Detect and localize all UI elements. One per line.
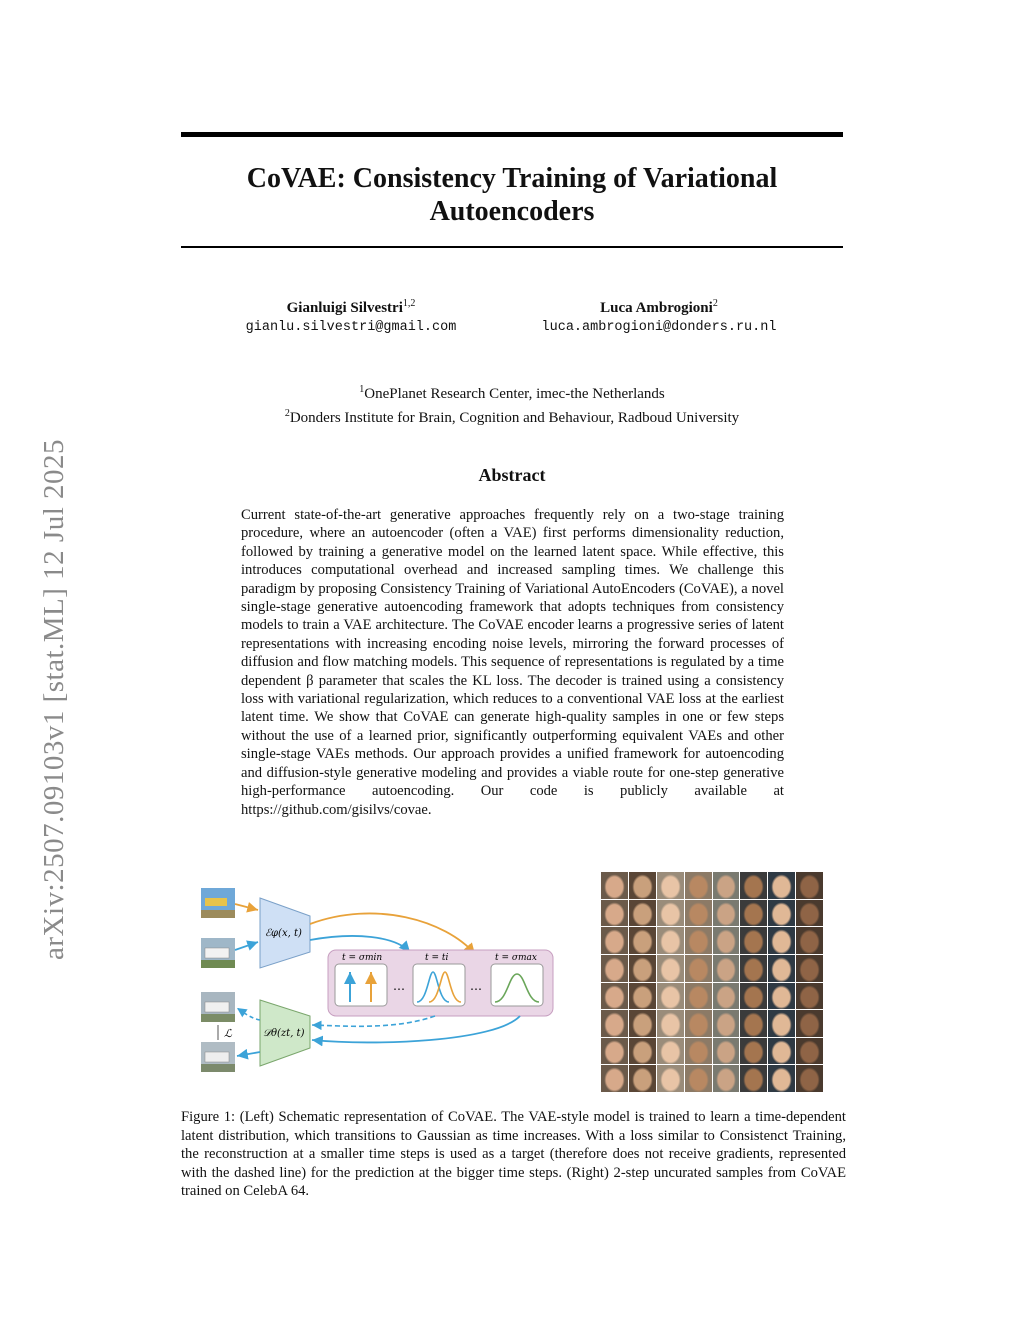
face-sample — [685, 1010, 712, 1037]
author-2 — [494, 294, 824, 338]
face-sample — [657, 1010, 684, 1037]
face-sample — [740, 1010, 767, 1037]
author-2-email[interactable]: luca.ambrogioni@donders.ru.nl — [541, 320, 777, 335]
figure-caption: Figure 1: (Left) Schematic representation of CoVAE. The VAE-style model is trained to learn a time-dependent latent distribution, which transitions to Gaussian as time increases. With a loss similar to Consistenct Training, the reconstruction at a smaller time steps is used as a target (therefore does not receive gradients, represented with the dashed line) for the prediction at the bigger time steps. (Right) 2-step uncurated samples from CoVAE trained on CelebA 64. — [181, 1109, 846, 1199]
author-1-email[interactable]: gianlu.silvestri@gmail.com — [245, 320, 457, 335]
face-sample — [685, 900, 712, 927]
face-sample — [601, 983, 628, 1010]
face-sample — [629, 1065, 656, 1092]
face-sample — [601, 872, 628, 899]
affil-1: OnePlanet Research Center, imec-the Netherlands — [364, 386, 665, 402]
latent-panel-min — [335, 964, 387, 1006]
face-sample — [657, 983, 684, 1010]
face-sample — [601, 955, 628, 982]
face-sample — [685, 1065, 712, 1092]
affil-1-sup: 1 — [359, 384, 365, 395]
face-sample — [713, 955, 740, 982]
face-sample — [768, 983, 795, 1010]
face-sample — [796, 1038, 823, 1065]
paper-title: CoVAE: Consistency Training of Variational Autoencoders — [246, 163, 778, 227]
recon-image-2 — [201, 1042, 235, 1072]
author-1-sup: 1,2 — [402, 298, 416, 309]
affil-2-sup: 2 — [284, 408, 290, 419]
affiliations — [181, 380, 843, 428]
arxiv-identifier: arXiv:2507.09103v1 [stat.ML] 12 Jul 2025 — [38, 438, 70, 960]
face-sample — [685, 955, 712, 982]
face-sample — [740, 1038, 767, 1065]
face-sample — [740, 1065, 767, 1092]
face-sample — [796, 1065, 823, 1092]
author-2-sup: 2 — [712, 298, 718, 309]
author-1 — [186, 294, 516, 338]
face-sample — [713, 1065, 740, 1092]
t-label-i: t = ti — [425, 953, 449, 963]
face-sample — [657, 900, 684, 927]
face-sample — [713, 900, 740, 927]
input-image-car — [201, 938, 235, 968]
face-sample — [629, 927, 656, 954]
face-sample — [713, 872, 740, 899]
title-rule-top — [181, 132, 843, 137]
face-sample — [768, 872, 795, 899]
face-sample — [713, 1010, 740, 1037]
face-sample — [713, 927, 740, 954]
latent-panel-max — [491, 964, 543, 1006]
face-sample — [601, 927, 628, 954]
face-sample — [768, 1010, 795, 1037]
face-sample — [601, 1010, 628, 1037]
t-label-min: t = σmin — [342, 953, 383, 963]
t-label-max: t = σmax — [495, 953, 537, 963]
face-sample — [768, 955, 795, 982]
face-sample — [713, 1038, 740, 1065]
face-sample — [629, 900, 656, 927]
face-sample — [657, 955, 684, 982]
face-sample — [685, 983, 712, 1010]
author-1-name: Gianluigi Silvestri — [286, 300, 403, 316]
face-sample — [657, 1038, 684, 1065]
schematic-figure — [195, 880, 565, 1080]
face-sample — [657, 1065, 684, 1092]
face-sample — [629, 1038, 656, 1065]
input-image-plane — [201, 888, 235, 918]
face-sample — [740, 983, 767, 1010]
face-sample — [740, 900, 767, 927]
decoder-label: 𝒟θ(zt, t) — [263, 1028, 305, 1039]
face-sample — [768, 1038, 795, 1065]
face-sample — [768, 900, 795, 927]
face-sample — [629, 872, 656, 899]
face-sample — [796, 955, 823, 982]
face-sample — [768, 1065, 795, 1092]
face-sample — [601, 1038, 628, 1065]
face-sample — [629, 1010, 656, 1037]
face-sample — [740, 955, 767, 982]
face-sample — [796, 872, 823, 899]
face-sample — [685, 1038, 712, 1065]
face-sample — [796, 927, 823, 954]
encoder-label: ℰφ(x, t) — [265, 928, 302, 939]
affil-2: Donders Institute for Brain, Cognition and Behaviour, Radboud University — [289, 410, 740, 426]
face-sample — [629, 983, 656, 1010]
face-sample — [601, 900, 628, 927]
abstract-text: Current state-of-the-art generative approaches frequently rely on a two-stage training procedure, where an autoencoder (often a VAE) first performs dimensionality reduction, followed by training a generative model on the learned latent space. While effective, this introduces computational overhead and increased sampling times. We challenge this paradigm by proposing Consistency Training of Variational AutoEncoders (CoVAE), a novel single-stage generative autoencoding framework that adopts techniques from consistency models to train a VAE architecture. The CoVAE encoder learns a progressive series of latent representations with increasing encoding noise levels, mirroring the forward processes of diffusion and flow matching models. This sequence of representations is regulated by a time dependent β parameter that scales the KL loss. The decoder is trained using a consistency loss with variational regularization, which reduces to a conventional VAE loss at the earliest latent time. We show that CoVAE can generate high-quality samples in one or few steps without the use of a learned prior, significantly outperforming equivalent VAEs and other single-stage VAEs methods. Our approach provides a unified framework for autoencoding and diffusion-style generative modeling and provides a viable route for one-step generative high-performance autoencoding. Our code is publicly available at https://github.com/gisilvs/covae. — [241, 507, 784, 818]
face-sample — [796, 900, 823, 927]
author-2-name: Luca Ambrogioni — [600, 300, 713, 316]
face-sample — [657, 872, 684, 899]
face-sample — [685, 872, 712, 899]
abstract-heading: Abstract — [478, 465, 546, 485]
face-sample — [740, 927, 767, 954]
recon-image-1 — [201, 992, 235, 1022]
face-sample — [685, 927, 712, 954]
title-rule-bottom — [181, 246, 843, 248]
face-sample — [768, 927, 795, 954]
face-sample — [713, 983, 740, 1010]
face-sample — [629, 955, 656, 982]
face-sample — [796, 983, 823, 1010]
celeba-samples-grid — [601, 872, 823, 1092]
loss-label: ℒ — [224, 1027, 232, 1040]
dots-2: … — [470, 979, 482, 993]
face-sample — [601, 1065, 628, 1092]
face-sample — [657, 927, 684, 954]
dots-1: … — [393, 979, 405, 993]
face-sample — [796, 1010, 823, 1037]
face-sample — [740, 872, 767, 899]
